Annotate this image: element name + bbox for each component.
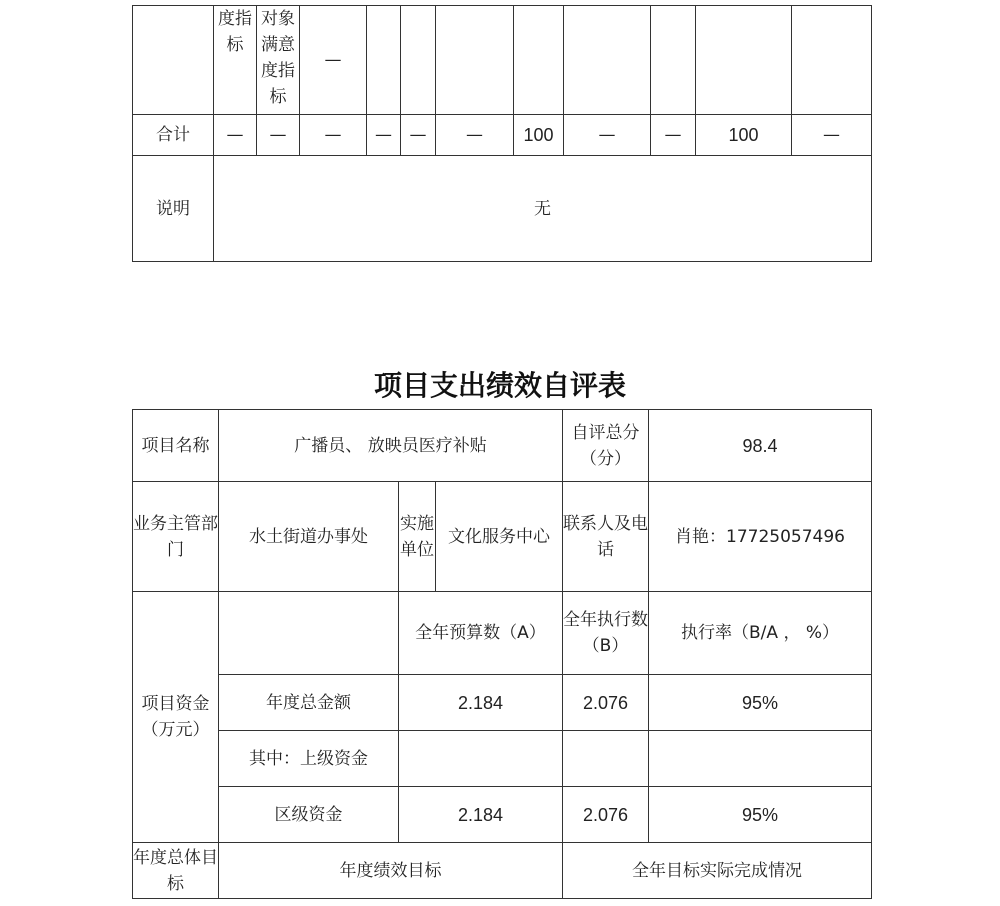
contact-label: 联系人及电话	[563, 482, 649, 592]
cell	[564, 6, 651, 115]
cell	[401, 6, 436, 115]
cell	[436, 6, 514, 115]
col-budget-header: 全年预算数（A）	[399, 592, 563, 675]
total-value: —	[651, 115, 696, 156]
dept-label: 业务主管部门	[133, 482, 219, 592]
note-label: 说明	[133, 156, 214, 262]
project-name-value: 广播员、 放映员医疗补贴	[219, 410, 563, 482]
goal-label: 年度总体目标	[133, 843, 219, 899]
self-evaluation-table	[132, 409, 872, 899]
goal-col1-header: 年度绩效目标	[219, 843, 563, 899]
dept-value: 水土街道办事处	[219, 482, 399, 592]
cell	[792, 6, 872, 115]
total-value: 100	[514, 115, 564, 156]
funds-row-label: 其中：上级资金	[219, 731, 399, 787]
note-value: 无	[214, 156, 872, 262]
funds-header-blank	[219, 592, 399, 675]
cell	[367, 6, 401, 115]
funds-exec: 2.076	[563, 787, 649, 843]
total-value: —	[214, 115, 257, 156]
cell	[514, 6, 564, 115]
indicator-type-cell: 度指标	[214, 6, 257, 115]
score-value: 98.4	[649, 410, 872, 482]
cell	[133, 6, 214, 115]
indicator-content-cell: —	[300, 6, 367, 115]
indicator-name-cell: 对象满意度指标	[257, 6, 300, 115]
unit-label: 实施单位	[399, 482, 436, 592]
col-rate-header: 执行率（B/A ， %）	[649, 592, 872, 675]
funds-rate: 95%	[649, 675, 872, 731]
total-value: —	[792, 115, 872, 156]
total-value: —	[401, 115, 436, 156]
funds-row-label: 区级资金	[219, 787, 399, 843]
total-value: —	[257, 115, 300, 156]
contact-value: 肖艳：17725057496	[649, 482, 872, 592]
funds-rate: 95%	[649, 787, 872, 843]
funds-budget: 2.184	[399, 675, 563, 731]
score-label: 自评总分（分）	[563, 410, 649, 482]
indicator-table-fragment	[132, 5, 872, 262]
funds-row	[133, 731, 872, 787]
funds-exec: 2.076	[563, 675, 649, 731]
cell	[651, 6, 696, 115]
project-name-label: 项目名称	[133, 410, 219, 482]
col-exec-header: 全年执行数（B）	[563, 592, 649, 675]
funds-row	[133, 675, 872, 731]
page-title: 项目支出绩效自评表	[373, 369, 626, 402]
funds-label: 项目资金（万元）	[133, 592, 219, 843]
total-row	[133, 115, 872, 156]
goal-col2-header: 全年目标实际完成情况	[563, 843, 872, 899]
funds-row	[133, 787, 872, 843]
unit-value: 文化服务中心	[436, 482, 563, 592]
funds-rate	[649, 731, 872, 787]
funds-budget	[399, 731, 563, 787]
total-value: —	[300, 115, 367, 156]
cell	[696, 6, 792, 115]
funds-budget: 2.184	[399, 787, 563, 843]
total-value: —	[367, 115, 401, 156]
note-row	[133, 156, 872, 262]
total-value: —	[564, 115, 651, 156]
total-label: 合计	[133, 115, 214, 156]
total-value: —	[436, 115, 514, 156]
funds-exec	[563, 731, 649, 787]
funds-row-label: 年度总金额	[219, 675, 399, 731]
total-value: 100	[696, 115, 792, 156]
